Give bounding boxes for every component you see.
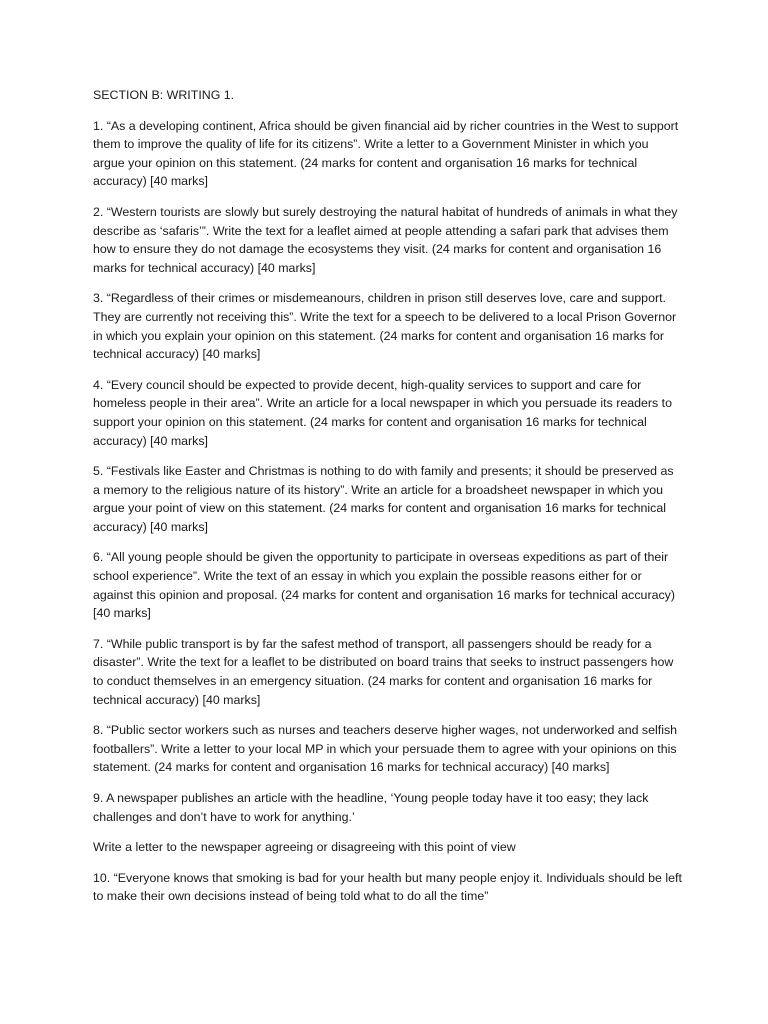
- document-body: [93, 86, 683, 918]
- question-1: 1. “As a developing continent, Africa should be given financial aid by richer countries in the West to support them to improve the quality of life for its citizens”. Write a letter to a Government Minister in which you argue your opinion on this statement. (24 marks for content and organisation 16 marks for technical accuracy) [40 marks]: [93, 118, 679, 189]
- section-heading: SECTION B: WRITING 1.: [93, 88, 235, 102]
- question-10: 10. “Everyone knows that smoking is bad for your health but many people enjoy it. Individuals should be left to make their own decisions instead of being told what to do all the time”: [93, 870, 682, 904]
- question-5: 5. “Festivals like Easter and Christmas is nothing to do with family and presents; it should be preserved as a memory to the religious nature of its history”. Write an article for a broadsheet newspaper in which you argue your point of view on this statement. (24 marks for content and organisation 16 marks for technical accuracy) [40 marks]: [93, 464, 674, 534]
- question-2: 2. “Western tourists are slowly but surely destroying the natural habitat of hundreds of animals in what they describe as ‘safaris’”. Write the text for a leaflet aimed at people attending a safari park that advises them how to ensure they do not damage the ecosystems they visit. (24 marks for content and organisation 16 marks for technical accuracy) [40 marks]: [93, 204, 678, 275]
- question-9: 9. A newspaper publishes an article with the headline, ‘Young people today have it too easy; they lack challenges and don’t have to work for anything.’: [93, 791, 649, 824]
- question-9-instruction: Write a letter to the newspaper agreeing or disagreeing with this point of view: [93, 840, 516, 855]
- question-6: 6. “All young people should be given the opportunity to participate in overseas expeditions as part of their school experience”. Write the text of an essay in which you explain the possible reasons either for or against this opinion and proposal. (24 marks for content and organisation 16 marks for technical accuracy) [40 marks]: [93, 550, 675, 621]
- question-3: 3. “Regardless of their crimes or misdemeanours, children in prison still deserves love, care and support. They are currently not receiving this”. Write the text for a speech to be delivered to a local Prison Governor in which you explain your opinion on this statement. (24 marks for content and organisation 16 marks for technical accuracy) [40 marks]: [93, 291, 677, 362]
- question-7: 7. “While public transport is by far the safest method of transport, all passengers should be ready for a disaster”. Write the text for a leaflet to be distributed on board trains that seeks to instruct passengers how to conduct themselves in an emergency situation. (24 marks for content and organisation 16 marks for technical accuracy) [40 marks]: [93, 636, 674, 707]
- question-8: 8. “Public sector workers such as nurses and teachers deserve higher wages, not underworked and selfish footballers”. Write a letter to your local MP in which your persuade them to agree with your opinions on this statement. (24 marks for content and organisation 16 marks for technical accuracy) [40 marks]: [93, 723, 678, 775]
- question-4: 4. “Every council should be expected to provide decent, high-quality services to support and care for homeless people in their area”. Write an article for a local newspaper in which you persuade its readers to support your opinion on this statement. (24 marks for content and organisation 16 marks for technical accuracy) [40 marks]: [93, 377, 672, 448]
